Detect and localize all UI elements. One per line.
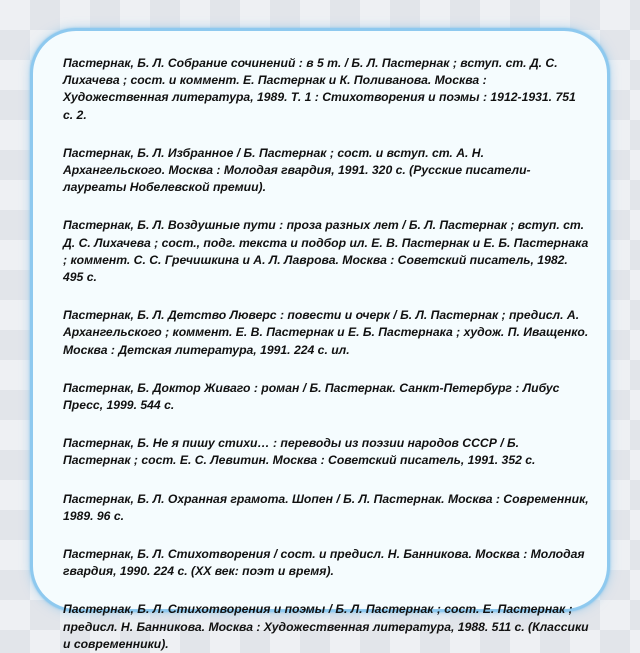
bibliography-entry: Пастернак, Б. Л. Детство Люверс : повести и очерк / Б. Л. Пастернак ; предисл. А. Архангельского ; коммент. Е. В. Пастернак и Е. Б. Пастернака ; худож. П. Иващенко. Москва : Детская литература, 1991. 224 с. ил.	[63, 308, 589, 357]
bibliography-card	[30, 28, 610, 651]
bibliography-entry: Пастернак, Б. Л. Воздушные пути : проза разных лет / Б. Л. Пастернак ; вступ. ст. Д. С. Лихачева ; сост., подг. текста и подбор ил. Е. В. Пастернак и Е. Б. Пастернака ; коммент. С. С. Гречишкина и А. Л. Лаврова. Москва : Советский писатель, 1982. 495 с.	[63, 218, 589, 285]
bibliography-entry: Пастернак, Б. Доктор Живаго : роман / Б. Пастернак. Санкт-Петербург : Либус Пресс, 1999. 544 с.	[63, 380, 560, 413]
bibliography-entry: Пастернак, Б. Л. Стихотворения / сост. и предисл. Н. Банникова. Москва : Молодая гвардия, 1990. 224 с. (XX век: поэт и время).	[63, 547, 585, 579]
bibliography-entry: Пастернак, Б. Л. Стихотворения и поэмы / Б. Л. Пастернак ; сост. Е. Пастернак ; предисл. Н. Банникова. Москва : Художественная литература, 1988. 511 с. (Классики и современники).	[63, 602, 589, 651]
bibliography-entry: Пастернак, Б. Л. Собрание сочинений : в 5 т. / Б. Л. Пастернак ; вступ. ст. Д. С. Лихачева ; сост. и коммент. Е. Пастернак и К. Поливанова. Москва : Художественная литература, 1989. Т. 1 : Стихотворения и поэмы : 1912-1931. 751 с. 2.	[63, 56, 576, 122]
bibliography-entry: Пастернак, Б. Л. Охранная грамота. Шопен / Б. Л. Пастернак. Москва : Современник, 1989. 96 с.	[63, 491, 589, 523]
bibliography-entry: Пастернак, Б. Не я пишу стихи… : переводы из поэзии народов СССР / Б. Пастернак ; сост. Е. С. Левитин. Москва : Советский писатель, 1991. 352 с.	[63, 436, 536, 468]
bibliography-entry: Пастернак, Б. Л. Избранное / Б. Пастернак ; сост. и вступ. ст. А. Н. Архангельского. Москва : Молодая гвардия, 1991. 320 с. (Русские писатели-лауреаты Нобелевской премии).	[63, 145, 531, 195]
bibliography-list	[63, 55, 589, 653]
